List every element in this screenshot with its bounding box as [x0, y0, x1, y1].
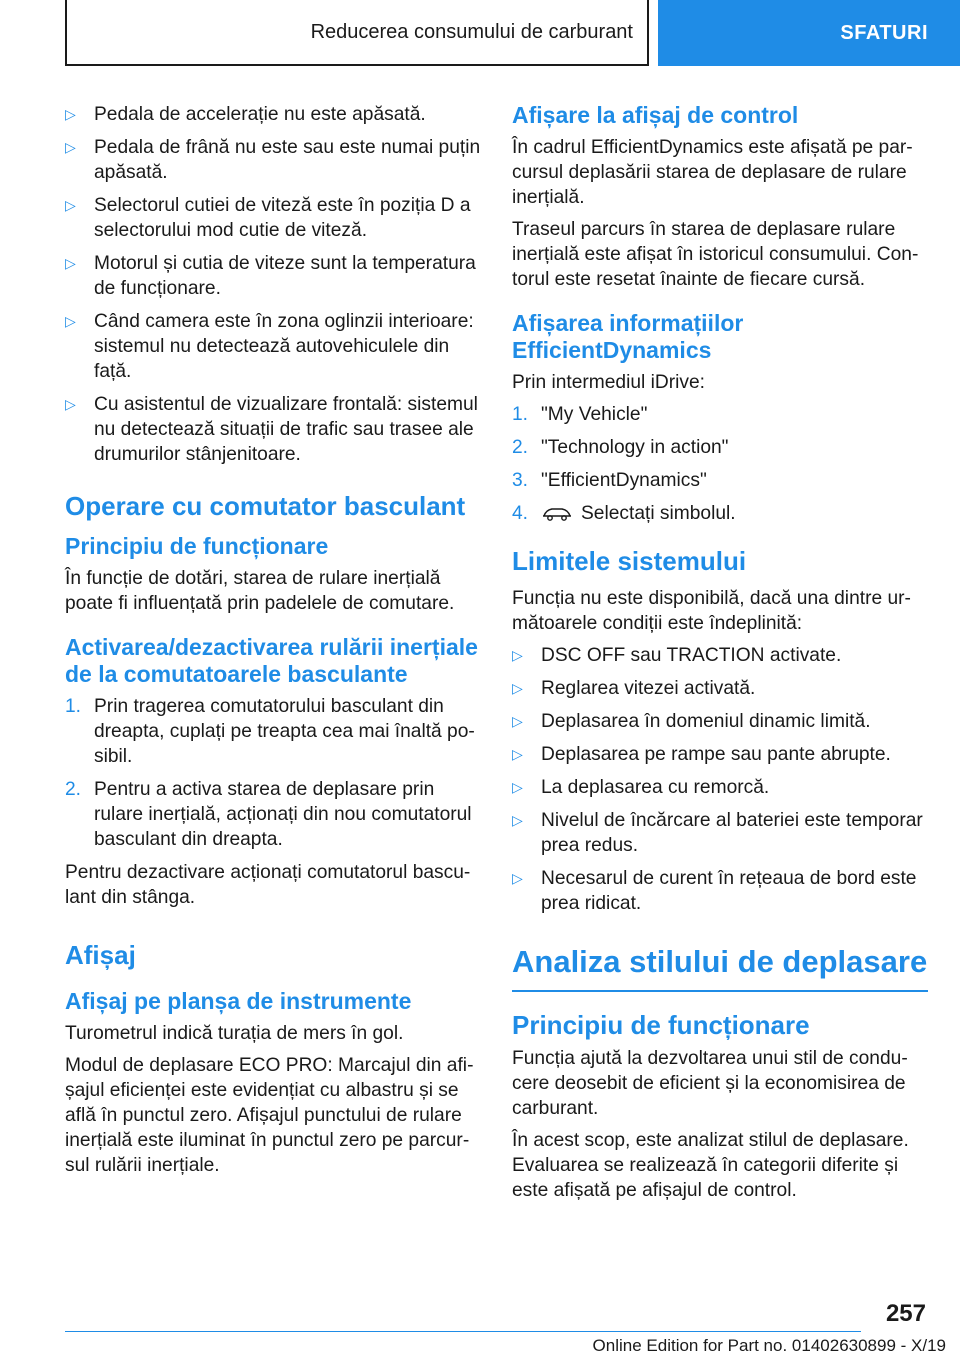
bullet-triangle-icon: ▷ [65, 313, 76, 329]
bullet-triangle-icon: ▷ [512, 746, 523, 762]
list-item: 2. Pentru a activa starea de deplasare prin rulare inerțială, acționați din nou comutatorul basculant din dreapta. [65, 779, 472, 850]
list-item: ▷ Deplasarea în domeniul dinamic limită. [512, 711, 871, 732]
list-item: ▷ Deplasarea pe rampe sau pante abrupte. [512, 744, 891, 765]
conditions-list [65, 102, 485, 467]
edition-footer: Online Edition for Part no. 01402630899 - X/19 [592, 1336, 946, 1355]
bullet-triangle-icon: ▷ [65, 106, 76, 122]
list-item: ▷ DSC OFF sau TRACTION activate. [512, 645, 842, 666]
list-item: ▷ Pedala de frână nu este sau este numai puțin apăsată. [65, 137, 481, 183]
list-item: ▷ Reglarea vitezei activată. [512, 678, 756, 699]
list-item: ▷ Nivelul de încărcare al bateriei este temporar prea redus. [512, 810, 923, 856]
list-item: 4. Selectați simbolul. [512, 503, 736, 524]
list-item: 1. Prin tragerea comutatorului basculant din dreapta, cuplați pe treapta cea mai înaltă posibil. [65, 696, 475, 767]
paragraph-acest: În acest scop, este analizat stilul de deplasare. Evaluarea se realizează în categorii diferite și este afișată pe afișajul de control. [512, 1130, 909, 1201]
heading-afisaj: Afișaj [65, 940, 136, 970]
bullet-triangle-icon: ▷ [65, 139, 76, 155]
bullet-triangle-icon: ▷ [512, 870, 523, 886]
paragraph-modul: Modul de deplasare ECO PRO: Marcajul din afișajul eficienței este evidențiat cu albastru și se află în punctul zero. Afișajul punctului de rulare inerțială este iluminat în punctul zero pe parcursul rulării inerțiale. [65, 1055, 474, 1176]
paragraph-principiu: În funcție de dotări, starea de rulare inerțială poate fi influențată prin padelele de comutare. [65, 568, 455, 614]
menu-steps-list [512, 402, 928, 526]
paragraph-limitele: Funcția nu este disponibilă, dacă una dintre următoarele condiții este îndeplinită: [512, 588, 911, 634]
list-item: 2. "Technology in action" [512, 437, 729, 458]
paragraph-dezactivare: Pentru dezactivare acționați comutatorul basculant din stânga. [65, 862, 471, 908]
page-number: 257 [885, 1300, 926, 1327]
section-tab [658, 0, 960, 66]
bullet-triangle-icon: ▷ [65, 197, 76, 213]
list-item: ▷ Cu asistentul de vizualizare frontală: sistemul nu detectează situații de trafic sau trasee ale drumurilor stânjenitoare. [65, 394, 478, 465]
coasting-car-icon [541, 506, 573, 522]
bullet-triangle-icon: ▷ [512, 647, 523, 663]
heading-analiza: Analiza stilului de deplasare [512, 944, 928, 979]
bullet-triangle-icon: ▷ [512, 779, 523, 795]
paragraph-prin: Prin intermediul iDrive: [512, 372, 705, 393]
list-item: 1. "My Vehicle" [512, 404, 648, 425]
paragraph-turometru: Turometrul indică turația de mers în gol. [65, 1023, 404, 1044]
bullet-triangle-icon: ▷ [512, 680, 523, 696]
bullet-triangle-icon: ▷ [512, 812, 523, 828]
section-tab-label: SFATURI [840, 21, 928, 44]
list-item: ▷ Necesarul de curent în rețeaua de bord este prea ridicat. [512, 868, 917, 914]
list-item: ▷ Pedala de accelerație nu este apăsată. [65, 104, 426, 125]
heading-limitele: Limitele sistemului [512, 546, 747, 576]
heading-plansa: Afișaj pe planșa de instrumente [65, 988, 412, 1014]
list-item: ▷ Când camera este în zona oglinzii interioare: sistemul nu detectează autovehiculele din față. [65, 311, 474, 382]
list-item: 3. "EfficientDynamics" [512, 470, 707, 491]
bullet-triangle-icon: ▷ [512, 713, 523, 729]
heading-principiu-2: Principiu de funcționare [512, 1010, 810, 1040]
bullet-triangle-icon: ▷ [65, 255, 76, 271]
header-title-box [65, 0, 649, 66]
left-column [65, 102, 485, 1185]
footer-divider [65, 1331, 861, 1332]
list-item: ▷ Selectorul cutiei de viteză este în poziția D a selectorului mod cutie de viteză. [65, 195, 471, 241]
heading-informatii: Afișarea informațiilor EfficientDynamics [512, 310, 744, 363]
section-divider [512, 990, 928, 992]
header-title: Reducerea consumului de carburant [310, 20, 633, 43]
list-item: ▷ Motorul și cutia de viteze sunt la temperatura de funcționare. [65, 253, 476, 299]
right-column [512, 102, 928, 1210]
paragraph-afisare-2: Traseul parcurs în starea de deplasare rulare inerțială este afișat în istoricul consumului. Contorul este resetat înainte de fiecare cursă. [512, 219, 919, 290]
heading-activarea: Activarea/dezactivarea rulării inerțiale de la comutatoarele basculante [65, 634, 478, 687]
limits-list [512, 643, 928, 916]
heading-afisare: Afișare la afișaj de control [512, 102, 799, 128]
steps-list [65, 694, 485, 852]
heading-operare: Operare cu comutator basculant [65, 491, 466, 521]
list-item: ▷ La deplasarea cu remorcă. [512, 777, 770, 798]
heading-principiu: Principiu de funcționare [65, 533, 329, 559]
paragraph-principiu-2: Funcția ajută la dezvoltarea unui stil de conducere deosebit de eficient și la economisirea de carburant. [512, 1048, 908, 1119]
bullet-triangle-icon: ▷ [65, 396, 76, 412]
paragraph-afisare-1: În cadrul EfficientDynamics este afișată pe parcursul deplasării starea de deplasare de rulare inerțială. [512, 137, 913, 208]
